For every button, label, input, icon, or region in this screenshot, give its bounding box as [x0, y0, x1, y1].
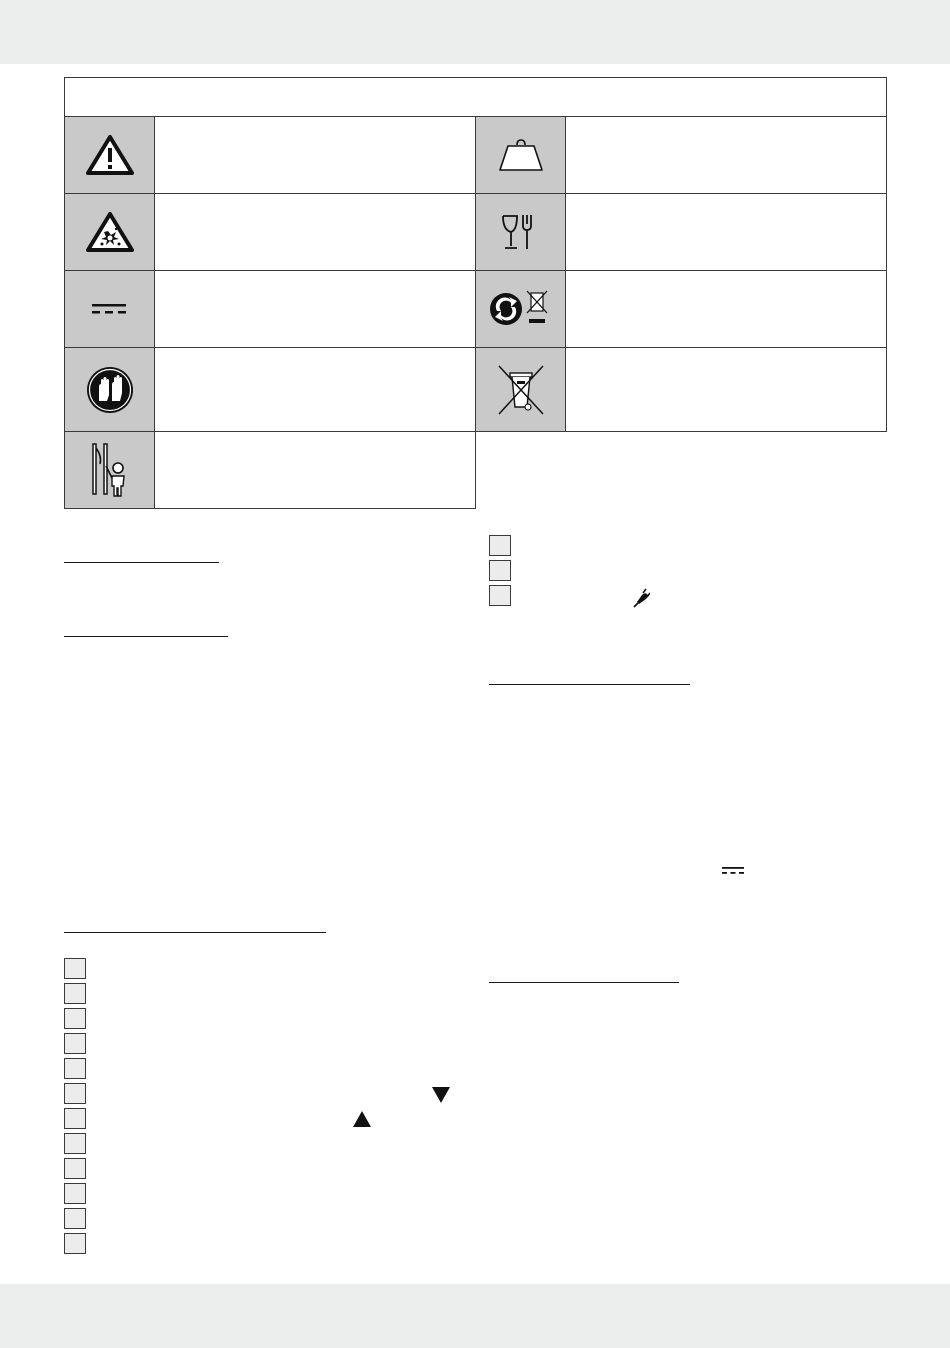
- part-number-box: [64, 1233, 86, 1254]
- part-number-box: [64, 1033, 86, 1054]
- legend-row-recycle: [475, 270, 887, 348]
- part-number-box: [64, 1133, 86, 1154]
- weight-icon: [476, 117, 566, 193]
- explosion-warning-icon: [65, 194, 155, 270]
- part-number-box: [64, 1108, 86, 1129]
- header-band: [0, 0, 950, 64]
- food-safe-icon: [476, 194, 566, 270]
- legend-row-food: [475, 193, 887, 271]
- part-number-box: [489, 585, 511, 606]
- legend-title-row: [64, 77, 887, 117]
- part-number-box: [64, 1058, 86, 1079]
- legend-row-child: [64, 431, 476, 509]
- direct-current-icon: [65, 271, 155, 347]
- part-number-box: [64, 1208, 86, 1229]
- child-strangulation-warning-icon: [65, 432, 155, 508]
- part-number-box: [64, 983, 86, 1004]
- part-number-box: [64, 1083, 86, 1104]
- direct-current-icon: [721, 866, 745, 876]
- up-arrow-icon: [352, 1110, 372, 1128]
- left-heading-1: [64, 562, 219, 563]
- down-arrow-icon: [431, 1086, 451, 1104]
- legend-row-weight: [475, 116, 887, 194]
- left-heading-3: [64, 932, 326, 933]
- legend-row-weee: [475, 347, 887, 432]
- legend-row-explosion: [64, 193, 476, 271]
- wear-gloves-icon: [65, 348, 155, 431]
- part-number-box: [64, 1158, 86, 1179]
- crossed-out-wheelie-bin-icon: [476, 348, 566, 431]
- plug-icon: [632, 588, 650, 608]
- left-heading-2: [64, 636, 228, 637]
- green-dot-recycling-icon: [476, 271, 566, 347]
- part-number-box: [64, 1008, 86, 1029]
- legend-row-warning: [64, 116, 476, 194]
- part-number-box: [64, 958, 86, 979]
- right-heading-1: [489, 684, 690, 685]
- part-number-box: [64, 1183, 86, 1204]
- legend-row-dc: [64, 270, 476, 348]
- part-number-box: [489, 560, 511, 581]
- part-number-box: [489, 535, 511, 556]
- footer-band: [0, 1284, 950, 1348]
- right-heading-2: [489, 982, 679, 983]
- legend-row-gloves: [64, 347, 476, 432]
- warning-triangle-icon: [65, 117, 155, 193]
